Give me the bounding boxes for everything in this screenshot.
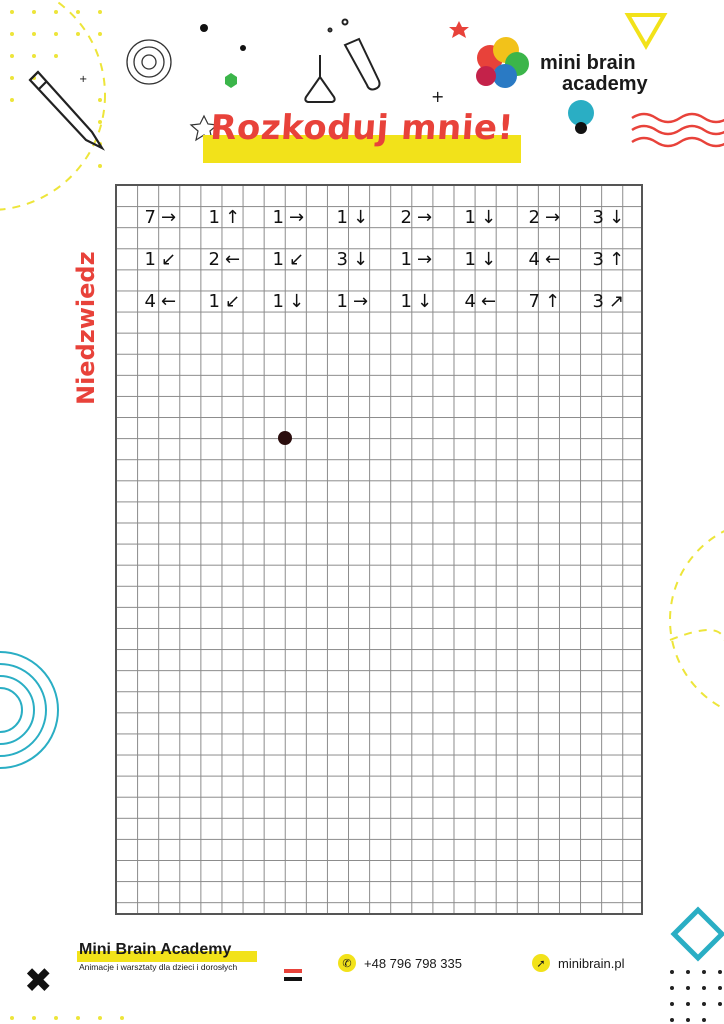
arrow-icon: → [545,207,561,228]
arrow-icon: ↓ [353,207,369,228]
code-cell [456,203,516,233]
arrow-icon: ↙ [289,249,305,270]
brand-logo-text [540,53,648,95]
arrow-icon: ↓ [481,249,497,270]
code-cell [200,287,260,317]
step-count: 1 [400,291,412,312]
step-count: 4 [528,249,540,270]
code-cell [584,245,644,275]
step-count: 4 [464,291,476,312]
footer-tagline: Animacje i warsztaty dla dzieci i dorosłych [79,962,238,972]
step-count: 1 [400,249,412,270]
cursor-icon: ➚ [532,954,550,972]
code-cell [328,203,388,233]
brand-line-1: mini brain [540,52,636,74]
code-row-1 [117,203,641,233]
drawing-grid [115,184,643,915]
step-count: 3 [592,291,604,312]
brand-line-2: academy [562,73,648,95]
code-cell [392,287,452,317]
page-title: Rozkoduj mnie! [208,108,516,148]
arrow-icon: ← [481,291,497,312]
step-count: 1 [144,249,156,270]
step-count: 2 [208,249,220,270]
code-cell [264,287,324,317]
code-row-2 [117,245,641,275]
step-count: 1 [208,291,220,312]
arrow-icon: ↙ [161,249,177,270]
code-cell [584,203,644,233]
step-count: 1 [336,291,348,312]
step-count: 3 [336,249,348,270]
step-count: 2 [528,207,540,228]
code-cell [200,203,260,233]
code-cell [200,245,260,275]
svg-text:+: + [79,74,88,85]
svg-text:+: + [431,87,445,106]
code-cell [392,203,452,233]
code-cell [136,203,196,233]
code-cell [136,287,196,317]
code-cell [520,245,580,275]
step-count: 1 [336,207,348,228]
phone-number: +48 796 798 335 [364,955,462,971]
step-count: 7 [528,291,540,312]
code-cell [520,287,580,317]
cross-icon: ✖ [24,961,53,1001]
arrow-icon: ↙ [225,291,241,312]
arrow-icon: ← [161,291,177,312]
arrow-icon: ↓ [289,291,305,312]
arrow-icon: → [353,291,369,312]
code-cell [584,287,644,317]
arrow-icon: ↓ [609,207,625,228]
step-count: 1 [464,249,476,270]
start-point [278,431,292,445]
code-cell [264,245,324,275]
step-count: 1 [272,207,284,228]
step-count: 1 [208,207,220,228]
arrow-icon: → [161,207,177,228]
arrow-icon: → [289,207,305,228]
step-count: 1 [464,207,476,228]
footer-company-name: Mini Brain Academy [79,941,232,958]
step-count: 1 [272,291,284,312]
code-cell [264,203,324,233]
step-count: 3 [592,207,604,228]
arrow-icon: → [417,249,433,270]
step-count: 1 [272,249,284,270]
answer-label: Niedzwiedz [72,251,100,405]
arrow-icon: ↓ [353,249,369,270]
arrow-icon: ↓ [417,291,433,312]
code-cell [328,287,388,317]
footer-website-link[interactable] [532,954,624,972]
code-cell [136,245,196,275]
code-cell [392,245,452,275]
arrow-icon: ↑ [545,291,561,312]
step-count: 3 [592,249,604,270]
step-count: 2 [400,207,412,228]
arrow-icon: ↗ [609,291,625,312]
website-url: minibrain.pl [558,955,625,971]
code-row-3 [117,287,641,317]
arrow-icon: ← [225,249,241,270]
footer-phone[interactable] [338,954,462,972]
arrow-icon: ↑ [609,249,625,270]
code-cell [328,245,388,275]
arrow-icon: ↓ [481,207,497,228]
step-count: 4 [144,291,156,312]
arrow-icon: ↑ [225,207,241,228]
step-count: 7 [144,207,156,228]
arrow-icon: ← [545,249,561,270]
arrow-icon: → [417,207,433,228]
phone-icon: ✆ [338,954,356,972]
code-cell [456,287,516,317]
code-cell [520,203,580,233]
code-cell [456,245,516,275]
